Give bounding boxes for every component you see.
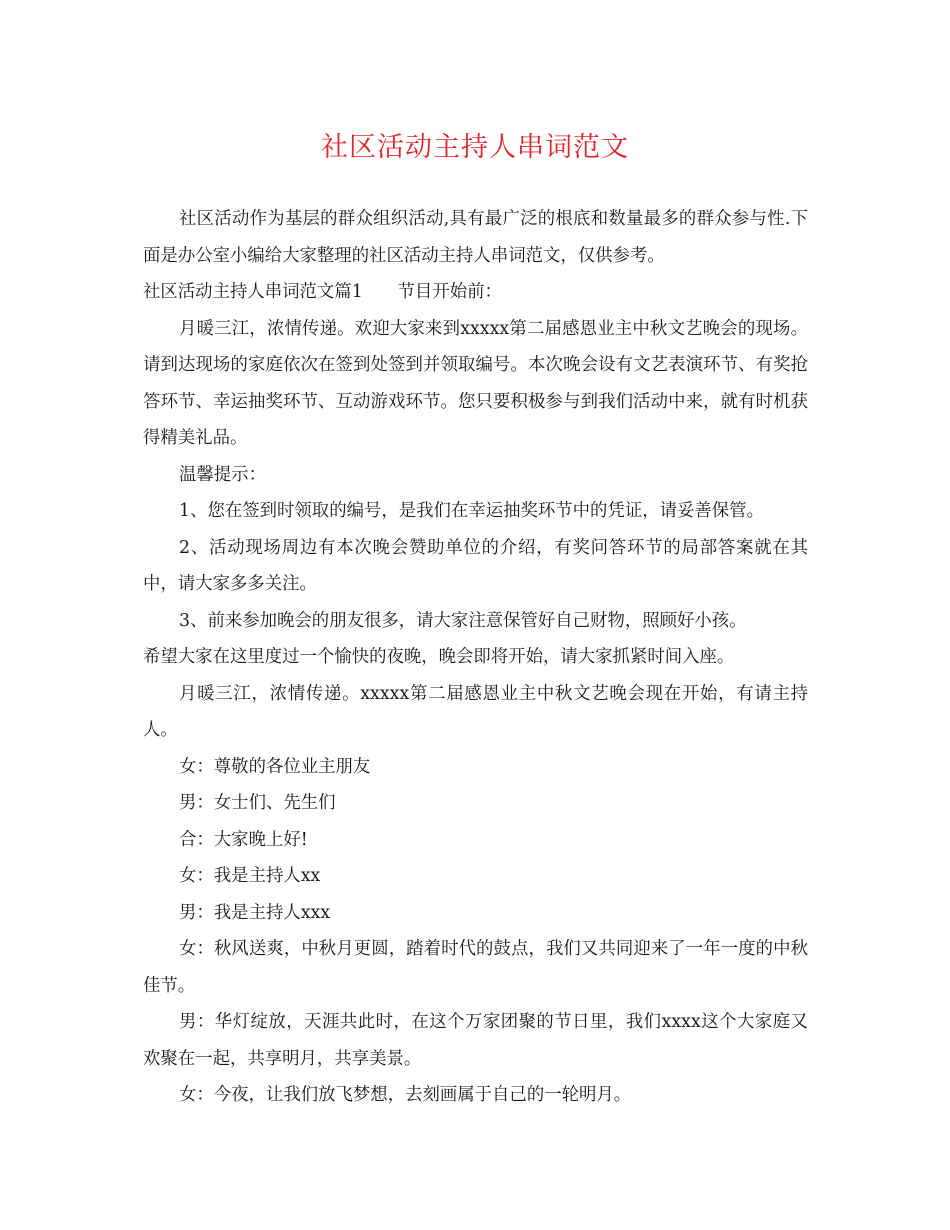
paragraph-line-together: 合：大家晚上好! (179, 829, 308, 850)
paragraph-welcome: 月暖三江，浓情传递。欢迎大家来到xxxxx第二届感恩业主中秋文艺晚会的现场。请到达现场的家庭依次在签到处签到并领取编号。本次晚会设有文艺表演环节、有奖抢答环节、幸运抽奖环节、互动游戏环节。您只要积极参与到我们活动中来，就有时机获得精美礼品。 (143, 318, 808, 448)
paragraph-wish: 希望大家在这里度过一个愉快的夜晚，晚会即将开始，请大家抓紧时间入座。 (143, 647, 735, 667)
paragraph-intro: 社区活动作为基层的群众组织活动,具有最广泛的根底和数量最多的群众参与性.下面是办公室小编给大家整理的社区活动主持人串词范文，仅供参考。 (143, 209, 808, 266)
paragraph-section-heading: 社区活动主持人串词范文篇1 节目开始前： (143, 282, 502, 302)
paragraph-line-female-4: 女：今夜，让我们放飞梦想，去刻画属于自己的一轮明月。 (179, 1085, 632, 1105)
paragraph-line-male-3: 男：华灯绽放，天涯共此时，在这个万家团聚的节日里，我们xxxx这个大家庭又欢聚在一起，共享明月，共享美景。 (143, 1012, 808, 1069)
paragraph-line-male-2: 男：我是主持人xxx (179, 902, 331, 923)
paragraph-tip-1: 1、您在签到时领取的编号，是我们在幸运抽奖环节中的凭证，请妥善保管。 (179, 501, 764, 521)
paragraph-line-female-1: 女：尊敬的各位业主朋友 (179, 756, 371, 777)
paragraph-line-female-2: 女：我是主持人xx (179, 866, 321, 886)
document-body (143, 201, 808, 1114)
paragraph-tip-3: 3、前来参加晚会的朋友很多，请大家注意保管好自己财物，照顾好小孩。 (179, 610, 747, 631)
document-title: 社区活动主持人串词范文 (321, 132, 629, 163)
paragraph-line-female-3: 女：秋风送爽，中秋月更圆，踏着时代的鼓点，我们又共同迎来了一年一度的中秋佳节。 (143, 939, 808, 996)
paragraph-tips-heading: 温馨提示： (179, 464, 266, 485)
paragraph-line-male-1: 男：女士们、先生们 (179, 793, 336, 813)
paragraph-tip-2: 2、活动现场周边有本次晚会赞助单位的介绍，有奖问答环节的局部答案就在其中，请大家多多关注。 (143, 537, 808, 594)
paragraph-opening: 月暖三江，浓情传递。xxxxx第二届感恩业主中秋文艺晚会现在开始，有请主持人。 (143, 683, 808, 740)
